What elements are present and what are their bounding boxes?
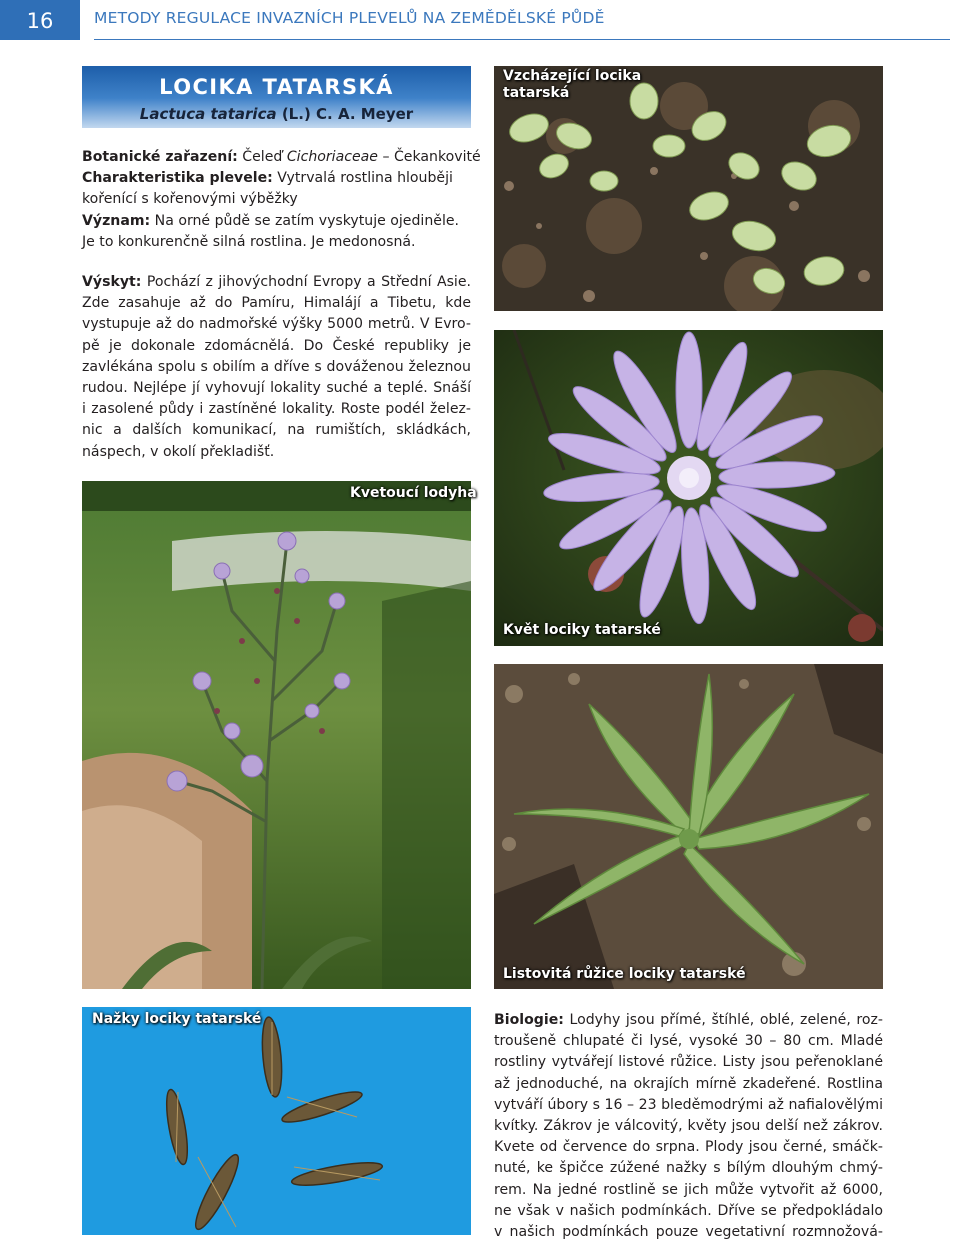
latin-author: (L.) C. A. Meyer: [281, 105, 414, 123]
species-latin-name: [82, 105, 471, 123]
classification-line: Botanické zařazení: Čeleď Cichoriaceae – Čekankovité: [82, 149, 481, 165]
biology-label: Biologie:: [494, 1012, 564, 1028]
rosette-photo: [494, 664, 883, 989]
seedlings-photo: [494, 66, 883, 311]
seeds-caption: Nažky lociky tatarské: [92, 1011, 262, 1027]
classification-label: Botanické zařazení:: [82, 149, 238, 165]
species-title-box: [82, 66, 471, 128]
occurrence-label: Výskyt:: [82, 274, 142, 290]
flower-caption: Květ lociky tatarské: [503, 622, 661, 638]
seedlings-caption: Vzcházející locika tatarská: [503, 68, 642, 101]
seeds-photo: [82, 1007, 471, 1235]
page-number: 16: [0, 0, 80, 40]
significance-line: Význam: Na orné půdě se zatím vyskytuje ojediněle.: [82, 212, 460, 229]
characteristics-line: Charakteristika plevele: Vytrvalá rostlina hlouběji: [82, 170, 453, 187]
species-info: Botanické zařazení: Čeleď Cichoriaceae – Čekankovité Charakteristika plevele: Vytrvalá rostlina hlouběji kořenící s kořenovými výběžky Význam: Na orné půdě se zatím vyskytuje ojediněle. Je to konkurenčně silná rostlina. Je medonosná.: [82, 149, 481, 250]
significance-label: Význam:: [82, 212, 151, 229]
flowering-stem-photo: [82, 481, 471, 989]
latin-genus: Lactuca tatarica: [139, 105, 277, 123]
flower-photo: [494, 330, 883, 646]
biology-paragraph: Biologie: Lodyhy jsou přímé, štíhlé, oblé, zelené, roz- troušeně chlupaté či lysé, vysoké 30 – 80 cm. Mladé rostliny vytvářejí listové růžice. Listy jsou peřenoklané až jednoduché, na okrajích mírně zkadeřené. Rostlina vytváří úbory s 16 – 23 bleděmodrými až nafialovělými kvítky. Zákrov je válcovitý, květy jsou delší než zákrov. Kvete od července do srpna. Plody jsou černé, smáčk- nuté, ke špičce zúžené nažky s bílým dlouhým chmý- rem. Na jedné rostlině se jich může vytvořit až 6000, ne však v našich podmínkách. Dříve se předpokládalo v našich podmínkách pouze vegetativní rozmnožová-: [494, 1012, 883, 1241]
species-name: LOCIKA TATARSKÁ: [159, 75, 394, 99]
rosette-caption: Listovitá růžice lociky tatarské: [503, 966, 746, 982]
flowering-stem-caption: Kvetoucí lodyha: [350, 485, 477, 501]
characteristics-label: Charakteristika plevele:: [82, 170, 273, 187]
occurrence-paragraph: Výskyt: Pochází z jihovýchodní Evropy a Střední Asie. Zde zasahuje až do Pamíru, Himalájí a Tibetu, kde vystupuje až do nadmořské výšky 5000 metrů. V Evro- pě je dokonale zdomácnělá. Do České republiky je zavlékána spolu s obilím a dříve s dováženou železnou rudou. Nejlépe jí vyhovují lokality suché a teplé. Snáší i zasolené půdy i zastíněné lokality. Roste podél želez- nic a dalších komunikací, na rumištích, skládkách, náspech, v okolí překladišť.: [82, 274, 471, 460]
running-title: METODY REGULACE INVAZNÍCH PLEVELŮ NA ZEMĚDĚLSKÉ PŮDĚ: [94, 9, 950, 40]
